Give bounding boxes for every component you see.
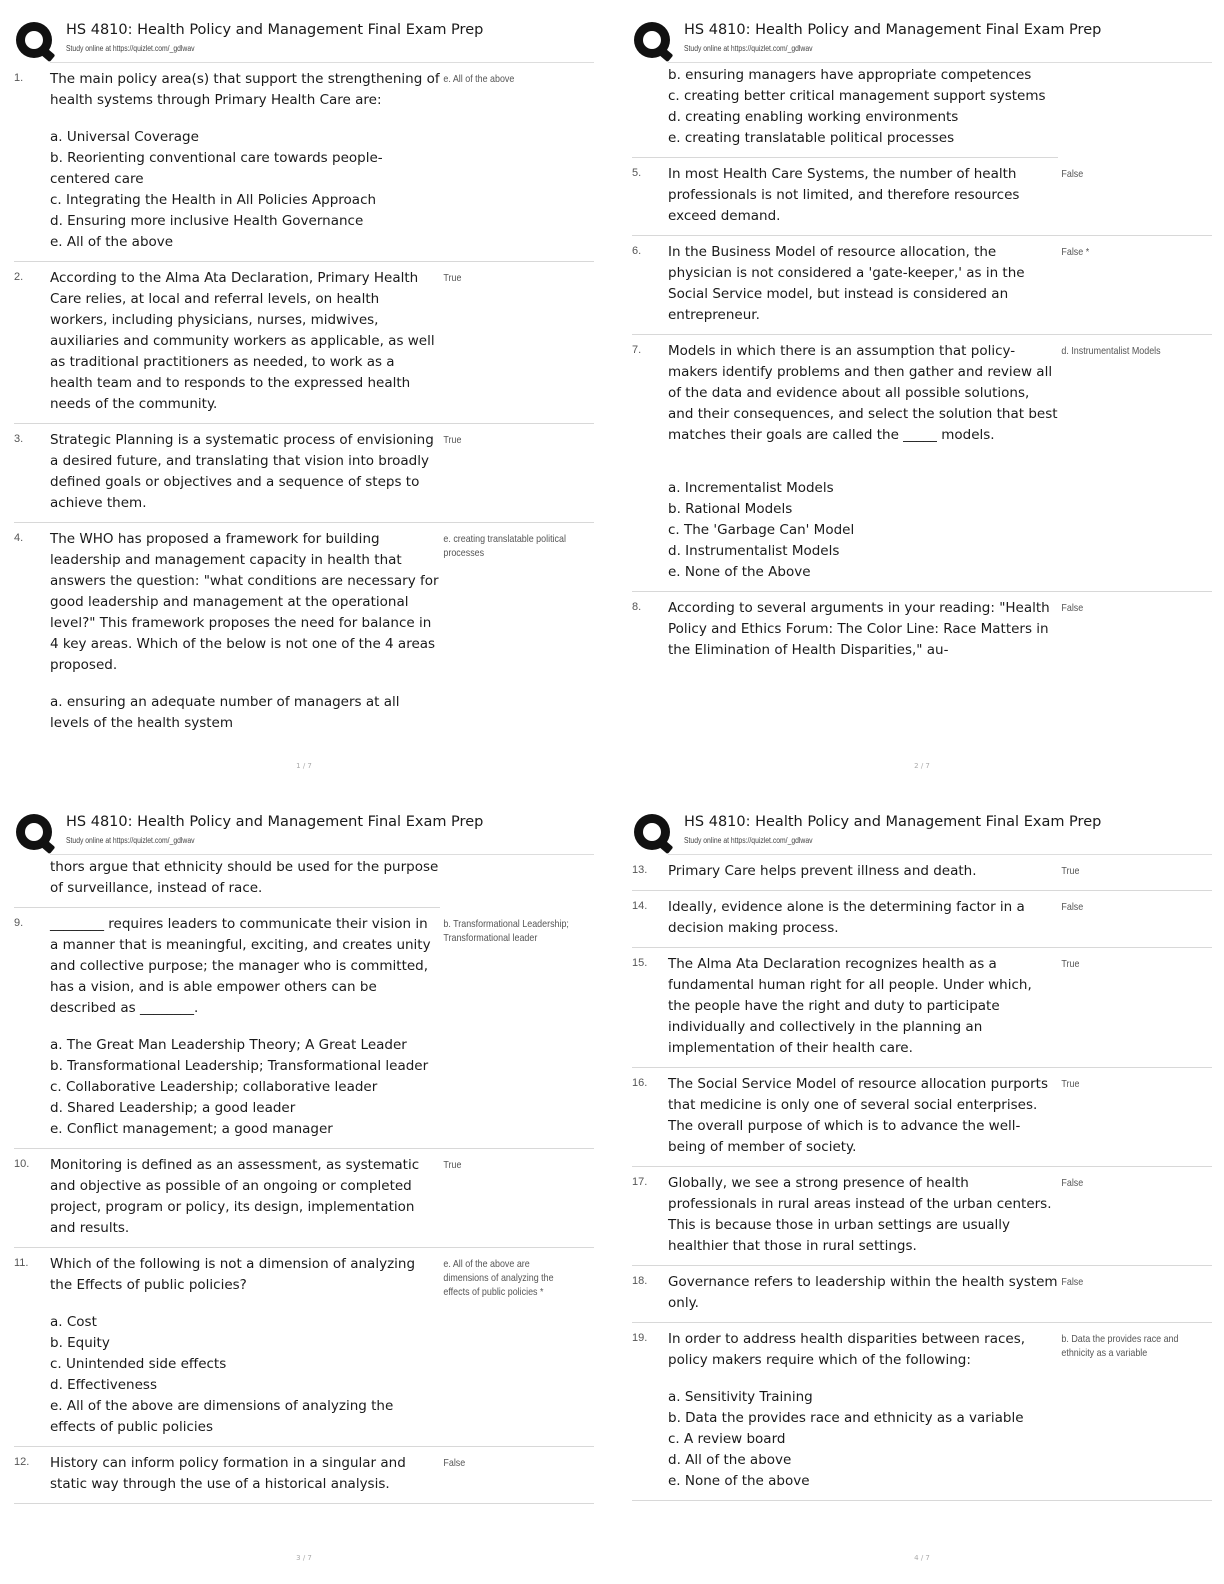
options-list (50, 692, 440, 734)
question-text: The main policy area(s) that support the strengthening of health systems through Primary Health Care are: a. Universal Coverage b. Reorienting conventional care towards people-centered care c. Integrating the Health in All Policies Approach d. Ensuring more inclusive Health Governance e. All of the above (50, 69, 440, 253)
question-text: The WHO has proposed a framework for building leadership and management capacity in health that answers the question: "what conditions are necessary for good leadership and management at the operational level?" This framework proposes the need for balance in 4 key areas. Which of the below is not one of the 4 areas proposed. a. ensuring an adequate number of managers at all levels of the health system (50, 529, 440, 734)
page-subtitle[interactable]: Study online at https://quizlet.com/_gdlwav (66, 836, 195, 845)
question-number: 19. (632, 1332, 648, 1344)
question-item (632, 335, 1212, 592)
page-4 (632, 810, 1212, 1570)
question-text: Ideally, evidence alone is the determining factor in a decision making process. (668, 899, 1025, 936)
answer-text: False (443, 1457, 466, 1469)
question-number: 11. (14, 1257, 29, 1269)
answer-text: False * (1061, 246, 1090, 258)
page-2 (632, 18, 1212, 778)
page-title: HS 4810: Health Policy and Management Final Exam Prep (684, 814, 1102, 830)
option: a. Universal Coverage (50, 129, 199, 145)
question-number: 7. (632, 344, 642, 356)
page-subtitle[interactable]: Study online at https://quizlet.com/_gdlwav (66, 44, 195, 53)
question-text: Which of the following is not a dimension of analyzing the Effects of public policies? a. Cost b. Equity c. Unintended side effects d. Effectiveness e. All of the above are dimensions of analyzing the effects of public policies (50, 1254, 440, 1438)
options-list (50, 127, 440, 253)
answer-text: b. Data the provides race and ethnicity as a variable (1061, 1333, 1179, 1359)
option: c. Unintended side effects (50, 1356, 227, 1372)
answer-text: e. creating translatable political processes (443, 533, 566, 559)
page-header (632, 810, 1212, 854)
quizlet-logo-icon (634, 814, 670, 850)
quizlet-logo-icon (634, 22, 670, 58)
page-subtitle[interactable]: Study online at https://quizlet.com/_gdlwav (684, 44, 813, 53)
answer-text: b. Transformational Leadership; Transformational leader (443, 918, 569, 944)
options-list (668, 1387, 1058, 1492)
question-text: Globally, we see a strong presence of health professionals in rural areas instead of the urban centers. This is because those in urban settings are usually healthier that those in rural settings. (668, 1175, 1052, 1254)
option: b. Data the provides race and ethnicity as a variable (668, 1410, 1024, 1426)
option: c. Integrating the Health in All Policies Approach (50, 192, 377, 208)
question-text: The Social Service Model of resource allocation purports that medicine is only one of several social enterprises. The overall purpose of which is to advance the well-being of member of society. (668, 1076, 1048, 1155)
question-item (14, 424, 594, 523)
option: c. Collaborative Leadership; collaborative leader (50, 1079, 378, 1095)
page-number: 4 / 7 (914, 1554, 930, 1562)
question-item (14, 523, 594, 742)
option: e. Conflict management; a good manager (50, 1121, 333, 1137)
answer-text: e. All of the above (443, 73, 515, 85)
option: a. The Great Man Leadership Theory; A Great Leader (50, 1037, 407, 1053)
option: c. The 'Garbage Can' Model (668, 522, 855, 538)
options-list (50, 1312, 440, 1438)
options-list (668, 478, 1058, 583)
option: d. Instrumentalist Models (668, 543, 840, 559)
question-number: 18. (632, 1275, 648, 1287)
option: e. All of the above are dimensions of analyzing the effects of public policies (50, 1398, 394, 1435)
question-number: 6. (632, 245, 642, 257)
question-number: 9. (14, 917, 24, 929)
question-number: 17. (632, 1176, 648, 1188)
question-item (632, 1167, 1212, 1266)
question-item (632, 1266, 1212, 1323)
option: d. Ensuring more inclusive Health Governance (50, 213, 364, 229)
quizlet-logo-icon (16, 22, 52, 58)
page-header (14, 810, 594, 854)
answer-text: True (1061, 1078, 1080, 1090)
option: d. creating enabling working environments (668, 109, 959, 125)
option: d. All of the above (668, 1452, 792, 1468)
question-number: 5. (632, 167, 642, 179)
question-item (14, 63, 594, 262)
question-text: Monitoring is defined as an assessment, as systematic and objective as possible of an ongoing or completed project, program or policy, its design, implementation and results. (50, 1157, 420, 1236)
question-number: 4. (14, 532, 24, 544)
question-text: ________ requires leaders to communicate their vision in a manner that is meaningful, exciting, and creates unity and collective purpose; the manager who is committed, has a vision, and is able empower others can be described as ________. a. The Great Man Leadership Theory; A Great Leader b. Transformational Leadership; Transformational leader c. Collaborative Leadership; collaborative leader d. Shared Leadership; a good leader e. Conflict management; a good manager (50, 914, 440, 1140)
question-item (14, 908, 594, 1149)
question-item (14, 1149, 594, 1248)
question-number: 10. (14, 1158, 30, 1170)
page-1 (14, 18, 594, 778)
option: e. All of the above (50, 234, 174, 250)
question-item (632, 592, 1212, 669)
question-text: Primary Care helps prevent illness and death. (668, 863, 977, 879)
option: e. creating translatable political processes (668, 130, 955, 146)
continued-text: thors argue that ethnicity should be used for the purpose of surveillance, instead of race. (14, 855, 440, 908)
question-text: According to the Alma Ata Declaration, Primary Health Care relies, at local and referral levels, on health workers, including physicians, nurses, midwives, auxiliaries and community workers as applicable, as well as traditional practitioners as needed, to work as a health team and to responds to the expressed health needs of the community. (50, 270, 435, 412)
question-number: 2. (14, 271, 24, 283)
answer-text: False (1061, 1276, 1084, 1288)
page-number: 3 / 7 (296, 1554, 312, 1562)
page-3 (14, 810, 594, 1570)
page-header (632, 18, 1212, 62)
option: a. ensuring an adequate number of managers at all levels of the health system (50, 694, 400, 731)
question-number: 8. (632, 601, 642, 613)
question-number: 1. (14, 72, 24, 84)
option: b. ensuring managers have appropriate competences (668, 67, 1032, 83)
page-title: HS 4810: Health Policy and Management Final Exam Prep (684, 22, 1102, 38)
question-item (632, 236, 1212, 335)
answer-text: e. All of the above are dimensions of analyzing the effects of public policies * (443, 1258, 554, 1298)
answer-text: False (1061, 901, 1084, 913)
question-text: According to several arguments in your reading: "Health Policy and Ethics Forum: The Color Line: Race Matters in the Elimination of Health Disparities," au- (668, 600, 1050, 658)
answer-text: False (1061, 602, 1084, 614)
question-text: In the Business Model of resource allocation, the physician is not considered a 'gate-keeper,' as in the Social Service model, but instead is considered an entrepreneur. (668, 244, 1025, 323)
page-title: HS 4810: Health Policy and Management Final Exam Prep (66, 814, 484, 830)
option: c. creating better critical management support systems (668, 88, 1046, 104)
option: a. Cost (50, 1314, 97, 1330)
question-number: 15. (632, 957, 648, 969)
quizlet-logo-icon (16, 814, 52, 850)
question-text: The Alma Ata Declaration recognizes health as a fundamental human right for all people. Under which, the people have the right and duty to participate individually and collectively in the planning an implementation of their health care. (668, 956, 1032, 1056)
question-item (632, 891, 1212, 948)
option: b. Rational Models (668, 501, 793, 517)
question-item (632, 1323, 1212, 1501)
question-item (632, 158, 1212, 236)
page-title: HS 4810: Health Policy and Management Final Exam Prep (66, 22, 484, 38)
question-number: 13. (632, 864, 648, 876)
question-text: Strategic Planning is a systematic process of envisioning a desired future, and translating that vision into broadly defined goals or objectives and a sequence of steps to achieve them. (50, 432, 434, 511)
question-text: In order to address health disparities between races, policy makers require which of the following: a. Sensitivity Training b. Data the provides race and ethnicity as a variable c. A review board d. All of the above e. None of the above (668, 1329, 1058, 1492)
options-list (50, 1035, 440, 1140)
answer-text: True (443, 272, 462, 284)
question-item (632, 1068, 1212, 1167)
question-number: 14. (632, 900, 648, 912)
option: e. None of the Above (668, 564, 811, 580)
question-text: In most Health Care Systems, the number of health professionals is not limited, and therefore resources exceed demand. (668, 166, 1020, 224)
question-item (14, 1248, 594, 1447)
question-item (14, 1447, 594, 1504)
option: a. Incrementalist Models (668, 480, 834, 496)
page-subtitle[interactable]: Study online at https://quizlet.com/_gdlwav (684, 836, 813, 845)
option: d. Effectiveness (50, 1377, 157, 1393)
question-number: 3. (14, 433, 24, 445)
question-item (14, 262, 594, 424)
answer-text: False (1061, 168, 1084, 180)
option: b. Transformational Leadership; Transformational leader (50, 1058, 429, 1074)
answer-text: True (1061, 865, 1080, 877)
option: b. Equity (50, 1335, 110, 1351)
page-number: 1 / 7 (296, 762, 312, 770)
question-text: Models in which there is an assumption that policy-makers identify problems and then gather and review all of the data and evidence about all possible solutions, and their consequences, and select the solution that best matches their goals are called the _____ models. a. Incrementalist Models b. Rational Models c. The 'Garbage Can' Model d. Instrumentalist Models e. None of the Above (668, 341, 1058, 583)
question-text: History can inform policy formation in a singular and static way through the use of a historical analysis. (50, 1455, 406, 1492)
answer-text: True (1061, 958, 1080, 970)
continued-options (632, 63, 1058, 158)
question-item (632, 948, 1212, 1068)
option: e. None of the above (668, 1473, 810, 1489)
question-number: 16. (632, 1077, 648, 1089)
question-text: Governance refers to leadership within the health system only. (668, 1274, 1058, 1311)
page-header (14, 18, 594, 62)
question-number: 12. (14, 1456, 30, 1468)
option: a. Sensitivity Training (668, 1389, 813, 1405)
answer-text: False (1061, 1177, 1084, 1189)
option: d. Shared Leadership; a good leader (50, 1100, 296, 1116)
option: c. A review board (668, 1431, 786, 1447)
option: b. Reorienting conventional care towards people-centered care (50, 150, 383, 187)
answer-text: d. Instrumentalist Models (1061, 345, 1161, 357)
page-number: 2 / 7 (914, 762, 930, 770)
question-item (632, 855, 1212, 891)
answer-text: True (443, 434, 462, 446)
answer-text: True (443, 1159, 462, 1171)
